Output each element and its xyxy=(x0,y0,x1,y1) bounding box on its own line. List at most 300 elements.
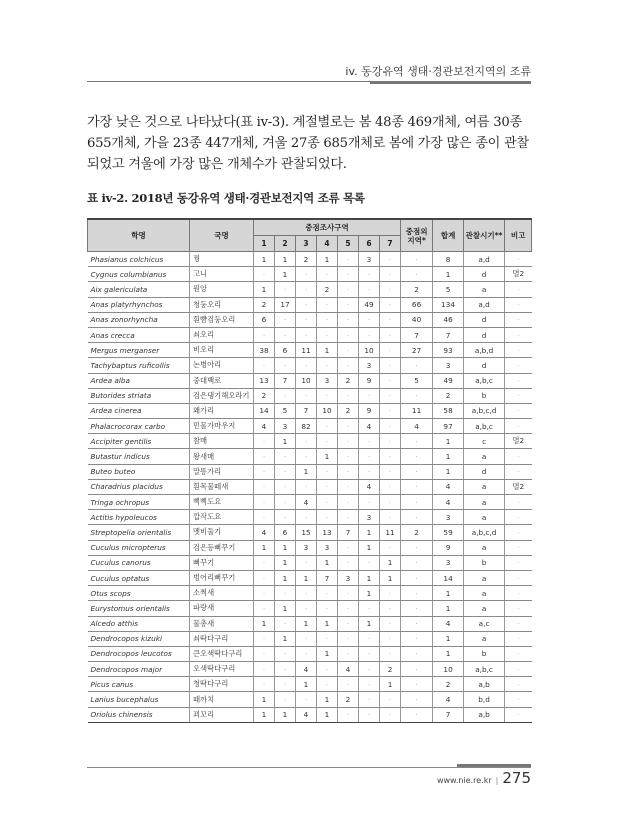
korean-name-cell: 벙어리뻐꾸기 xyxy=(190,570,254,585)
scientific-name-cell: Tachybaptus ruficollis xyxy=(88,358,190,373)
table-cell: · xyxy=(338,419,359,434)
korean-name-cell: 왕새매 xyxy=(190,449,254,464)
table-cell: 4 xyxy=(296,495,317,510)
table-cell: · xyxy=(401,631,433,646)
table-cell: 6 xyxy=(275,343,296,358)
table-cell: 1 xyxy=(275,631,296,646)
table-cell: 1 xyxy=(275,707,296,722)
header-zone-4: 4 xyxy=(317,236,338,252)
table-cell: · xyxy=(380,479,401,494)
table-cell: 1 xyxy=(317,449,338,464)
table-cell: · xyxy=(505,449,532,464)
table-cell: a,d xyxy=(464,252,505,267)
table-cell: 1 xyxy=(296,464,317,479)
table-cell: 4 xyxy=(433,692,464,707)
korean-name-cell: 말똥가리 xyxy=(190,464,254,479)
table-cell: 66 xyxy=(401,297,433,312)
table-cell: a xyxy=(464,540,505,555)
korean-name-cell: 쇠오리 xyxy=(190,327,254,342)
scientific-name-cell: Aix galericulata xyxy=(88,282,190,297)
table-cell: · xyxy=(505,358,532,373)
table-cell: · xyxy=(296,358,317,373)
table-cell: 46 xyxy=(433,312,464,327)
table-cell: 7 xyxy=(433,327,464,342)
korean-name-cell: 왜가리 xyxy=(190,403,254,418)
table-cell: · xyxy=(359,707,380,722)
table-cell: 1 xyxy=(317,616,338,631)
table-row xyxy=(88,677,532,692)
table-cell: 7 xyxy=(317,570,338,585)
scientific-name-cell: Mergus merganser xyxy=(88,343,190,358)
table-row xyxy=(88,434,532,449)
korean-name-cell: 때까치 xyxy=(190,692,254,707)
table-row xyxy=(88,312,532,327)
table-cell: 7 xyxy=(401,327,433,342)
scientific-name-cell: Otus scops xyxy=(88,586,190,601)
table-cell: 6 xyxy=(275,525,296,540)
table-cell: · xyxy=(505,570,532,585)
table-cell: · xyxy=(296,327,317,342)
table-cell: · xyxy=(359,555,380,570)
table-cell: · xyxy=(380,495,401,510)
table-cell: b xyxy=(464,555,505,570)
table-cell: · xyxy=(359,677,380,692)
table-row xyxy=(88,343,532,358)
table-cell: 2 xyxy=(254,388,275,403)
table-cell: 1 xyxy=(433,434,464,449)
table-cell: · xyxy=(380,282,401,297)
scientific-name-cell: Charadrius placidus xyxy=(88,479,190,494)
table-cell: 15 xyxy=(296,525,317,540)
table-cell: · xyxy=(317,327,338,342)
table-cell: · xyxy=(380,707,401,722)
table-cell: 134 xyxy=(433,297,464,312)
table-cell: · xyxy=(296,692,317,707)
table-cell: a xyxy=(464,449,505,464)
table-cell: · xyxy=(505,662,532,677)
korean-name-cell: 논병아리 xyxy=(190,358,254,373)
scientific-name-cell: Butastur indicus xyxy=(88,449,190,464)
table-cell: 4 xyxy=(296,662,317,677)
table-cell: · xyxy=(338,388,359,403)
table-cell: · xyxy=(401,358,433,373)
table-cell: 3 xyxy=(433,358,464,373)
table-cell: 4 xyxy=(433,616,464,631)
header-scientific-name: 학명 xyxy=(88,219,190,252)
table-cell: 8 xyxy=(433,252,464,267)
table-cell: 2 xyxy=(380,662,401,677)
table-cell: 4 xyxy=(359,419,380,434)
table-cell: 38 xyxy=(254,343,275,358)
table-cell: 10 xyxy=(359,343,380,358)
table-cell: 2 xyxy=(254,297,275,312)
table-cell: · xyxy=(380,327,401,342)
table-cell: · xyxy=(338,267,359,282)
table-cell: 4 xyxy=(296,707,317,722)
table-cell: · xyxy=(505,464,532,479)
table-cell: 2 xyxy=(296,252,317,267)
table-cell: · xyxy=(380,373,401,388)
table-cell: 2 xyxy=(433,388,464,403)
table-cell: 13 xyxy=(254,373,275,388)
korean-name-cell: 참매 xyxy=(190,434,254,449)
table-cell: · xyxy=(296,434,317,449)
table-cell: 7 xyxy=(275,373,296,388)
scientific-name-cell: Anas crecca xyxy=(88,327,190,342)
footer xyxy=(437,769,531,787)
table-cell: · xyxy=(275,646,296,661)
table-cell: · xyxy=(275,677,296,692)
table-cell: · xyxy=(254,601,275,616)
table-cell: · xyxy=(296,646,317,661)
table-cell: 2 xyxy=(433,677,464,692)
korean-name-cell: 물총새 xyxy=(190,616,254,631)
table-cell: · xyxy=(380,297,401,312)
table-cell: 4 xyxy=(359,479,380,494)
table-row xyxy=(88,616,532,631)
table-cell: · xyxy=(275,692,296,707)
table-cell: 49 xyxy=(433,373,464,388)
scientific-name-cell: Cuculus optatus xyxy=(88,570,190,585)
table-cell: · xyxy=(380,510,401,525)
table-cell: · xyxy=(505,419,532,434)
table-cell: · xyxy=(254,570,275,585)
table-cell: a xyxy=(464,631,505,646)
table-cell: · xyxy=(296,267,317,282)
table-cell: a xyxy=(464,479,505,494)
table-cell: · xyxy=(505,343,532,358)
table-cell: 82 xyxy=(296,419,317,434)
table-cell: 4 xyxy=(254,419,275,434)
table-cell: · xyxy=(338,449,359,464)
table-cell: · xyxy=(505,707,532,722)
page-number: 275 xyxy=(502,769,531,787)
table-cell: 1 xyxy=(433,586,464,601)
table-cell: · xyxy=(401,434,433,449)
body-paragraph: 가장 낮은 것으로 나타났다(표 iv-3). 계절별로는 봄 48종 469개체, 여름 30종 655개체, 가을 23종 447개체, 겨울 27종 685개체로 봄에 가장 많은 종이 관찰되었고 겨울에 가장 많은 개체수가 관찰되었다. xyxy=(87,115,529,172)
table-row xyxy=(88,570,532,585)
scientific-name-cell: Tringa ochropus xyxy=(88,495,190,510)
table-cell: · xyxy=(380,616,401,631)
header-zone-2: 2 xyxy=(275,236,296,252)
table-cell: · xyxy=(505,646,532,661)
table-cell: · xyxy=(401,646,433,661)
header-zone-6: 6 xyxy=(359,236,380,252)
table-cell: · xyxy=(505,525,532,540)
header-korean-name: 국명 xyxy=(190,219,254,252)
table-cell: · xyxy=(401,570,433,585)
table-cell: 3 xyxy=(433,510,464,525)
table-cell: 7 xyxy=(338,525,359,540)
table-cell: · xyxy=(359,312,380,327)
table-cell: · xyxy=(380,403,401,418)
scientific-name-cell: Ardea alba xyxy=(88,373,190,388)
korean-name-cell: 오색딱다구리 xyxy=(190,662,254,677)
table-row xyxy=(88,646,532,661)
table-cell: · xyxy=(275,327,296,342)
table-cell: 4 xyxy=(254,525,275,540)
table-cell: · xyxy=(338,510,359,525)
table-cell: 1 xyxy=(296,616,317,631)
table-cell: · xyxy=(359,646,380,661)
table-cell: 10 xyxy=(433,662,464,677)
table-cell: · xyxy=(359,662,380,677)
table-cell: 58 xyxy=(433,403,464,418)
scientific-name-cell: Eurystomus orientalis xyxy=(88,601,190,616)
table-cell: · xyxy=(338,646,359,661)
table-cell: 9 xyxy=(433,540,464,555)
table-cell: · xyxy=(338,479,359,494)
table-cell: · xyxy=(275,510,296,525)
scientific-name-cell: Phasianus colchicus xyxy=(88,252,190,267)
scientific-name-cell: Dendrocopos kizuki xyxy=(88,631,190,646)
table-cell: · xyxy=(296,586,317,601)
table-cell: · xyxy=(359,495,380,510)
table-cell: · xyxy=(505,403,532,418)
korean-name-cell: 고니 xyxy=(190,267,254,282)
table-cell: · xyxy=(275,495,296,510)
korean-name-cell: 큰오색딱다구리 xyxy=(190,646,254,661)
table-cell: 1 xyxy=(317,252,338,267)
table-cell: 5 xyxy=(275,403,296,418)
footer-accent-bar xyxy=(457,764,531,767)
table-caption: 표 iv-2. 2018년 동강유역 생태·경관보전지역 조류 목록 xyxy=(87,191,365,205)
table-cell: · xyxy=(505,555,532,570)
table-cell: 1 xyxy=(275,570,296,585)
table-cell: 1 xyxy=(380,555,401,570)
scientific-name-cell: Dendrocopos major xyxy=(88,662,190,677)
table-row xyxy=(88,373,532,388)
table-cell: · xyxy=(380,434,401,449)
table-cell: 멸2 xyxy=(505,267,532,282)
table-cell: 1 xyxy=(433,631,464,646)
table-cell: d xyxy=(464,327,505,342)
korean-name-cell: 청둥오리 xyxy=(190,297,254,312)
table-cell: 9 xyxy=(359,403,380,418)
table-cell: d xyxy=(464,464,505,479)
table-cell: · xyxy=(254,267,275,282)
table-cell: 3 xyxy=(359,252,380,267)
table-cell: a xyxy=(464,570,505,585)
table-cell: · xyxy=(317,631,338,646)
table-cell: · xyxy=(254,555,275,570)
table-cell: · xyxy=(505,282,532,297)
table-row xyxy=(88,327,532,342)
table-cell: · xyxy=(254,677,275,692)
table-cell: 4 xyxy=(401,419,433,434)
table-cell: · xyxy=(505,297,532,312)
table-row xyxy=(88,540,532,555)
table-cell: · xyxy=(380,343,401,358)
table-cell: · xyxy=(338,343,359,358)
table-cell: 2 xyxy=(317,282,338,297)
table-cell: 10 xyxy=(317,403,338,418)
table-cell: · xyxy=(359,692,380,707)
table-cell: 1 xyxy=(275,267,296,282)
table-cell: a xyxy=(464,586,505,601)
table-cell: b xyxy=(464,646,505,661)
table-cell: · xyxy=(505,586,532,601)
table-row xyxy=(88,297,532,312)
scientific-name-cell: Streptopelia orientalis xyxy=(88,525,190,540)
header-survey-zone: 중점조사구역 xyxy=(254,219,401,236)
table-cell: 1 xyxy=(254,707,275,722)
korean-name-cell: 흰목물떼새 xyxy=(190,479,254,494)
scientific-name-cell: Actitis hypoleucos xyxy=(88,510,190,525)
table-cell: 59 xyxy=(433,525,464,540)
table-cell: · xyxy=(317,464,338,479)
table-cell: · xyxy=(338,282,359,297)
table-cell: · xyxy=(338,677,359,692)
table-cell: 14 xyxy=(433,570,464,585)
table-cell: · xyxy=(254,358,275,373)
table-cell: 3 xyxy=(275,419,296,434)
table-row xyxy=(88,495,532,510)
table-cell: · xyxy=(401,692,433,707)
table-cell: a xyxy=(464,282,505,297)
header-outside-zone: 중점외 지역* xyxy=(401,219,433,252)
table-cell: · xyxy=(296,449,317,464)
header-period: 관찰시기** xyxy=(464,219,505,252)
footer-url: www.nie.re.kr xyxy=(436,776,492,785)
table-cell: 1 xyxy=(275,434,296,449)
table-cell: · xyxy=(401,555,433,570)
table-cell: · xyxy=(380,692,401,707)
table-cell: 1 xyxy=(254,540,275,555)
table-cell: 3 xyxy=(317,373,338,388)
table-cell: 1 xyxy=(296,570,317,585)
table-cell: b xyxy=(464,388,505,403)
table-row xyxy=(88,631,532,646)
table-cell: 3 xyxy=(359,358,380,373)
table-cell: · xyxy=(359,631,380,646)
table-cell: 4 xyxy=(433,495,464,510)
table-cell: 1 xyxy=(317,555,338,570)
table-cell: · xyxy=(296,631,317,646)
header-zone-7: 7 xyxy=(380,236,401,252)
table-cell: 2 xyxy=(401,282,433,297)
table-cell: 4 xyxy=(433,479,464,494)
table-cell: · xyxy=(401,267,433,282)
table-cell: 1 xyxy=(317,646,338,661)
table-cell: 17 xyxy=(275,297,296,312)
table-row xyxy=(88,388,532,403)
table-cell: · xyxy=(338,586,359,601)
table-cell: · xyxy=(254,510,275,525)
table-cell: · xyxy=(317,267,338,282)
table-cell: 11 xyxy=(401,403,433,418)
table-cell: 1 xyxy=(359,616,380,631)
table-cell: · xyxy=(401,540,433,555)
korean-name-cell: 비오리 xyxy=(190,343,254,358)
table-cell: 9 xyxy=(359,373,380,388)
table-cell: 4 xyxy=(338,662,359,677)
table-cell: · xyxy=(275,616,296,631)
table-row xyxy=(88,267,532,282)
table-cell: 1 xyxy=(317,707,338,722)
scientific-name-cell: Cygnus columbianus xyxy=(88,267,190,282)
korean-name-cell: 멧비둘기 xyxy=(190,525,254,540)
table-cell: 1 xyxy=(433,449,464,464)
header-zone-1: 1 xyxy=(254,236,275,252)
table-cell: · xyxy=(254,586,275,601)
table-row xyxy=(88,586,532,601)
table-cell: · xyxy=(254,449,275,464)
table-cell: · xyxy=(338,297,359,312)
table-cell: 1 xyxy=(359,570,380,585)
table-cell: 97 xyxy=(433,419,464,434)
table-row xyxy=(88,662,532,677)
table-cell: d xyxy=(464,312,505,327)
table-cell: a xyxy=(464,510,505,525)
table-cell: · xyxy=(380,449,401,464)
table-cell: · xyxy=(505,327,532,342)
table-cell: · xyxy=(505,677,532,692)
table-cell: · xyxy=(275,388,296,403)
header-accent-bar xyxy=(370,81,531,84)
table-cell: 6 xyxy=(254,312,275,327)
table-cell: · xyxy=(317,297,338,312)
table-cell: d xyxy=(464,358,505,373)
header-zone-5: 5 xyxy=(338,236,359,252)
korean-name-cell: 청딱다구리 xyxy=(190,677,254,692)
table-cell: · xyxy=(380,631,401,646)
korean-name-cell: 쇠딱다구리 xyxy=(190,631,254,646)
table-cell: 1 xyxy=(433,601,464,616)
table-cell: · xyxy=(338,601,359,616)
table-cell: · xyxy=(254,464,275,479)
table-cell: 2 xyxy=(338,692,359,707)
table-cell: 7 xyxy=(433,707,464,722)
table-cell: 1 xyxy=(275,601,296,616)
table-cell: 49 xyxy=(359,297,380,312)
table-cell: · xyxy=(359,464,380,479)
table-cell: · xyxy=(380,358,401,373)
table-cell: · xyxy=(401,449,433,464)
table-cell: 1 xyxy=(254,616,275,631)
table-row xyxy=(88,601,532,616)
table-cell: · xyxy=(338,616,359,631)
table-cell: · xyxy=(254,495,275,510)
table-cell: · xyxy=(296,388,317,403)
header-zone-3: 3 xyxy=(296,236,317,252)
table-row xyxy=(88,419,532,434)
korean-name-cell: 흰뺨검둥오리 xyxy=(190,312,254,327)
korean-name-cell: 소쩍새 xyxy=(190,586,254,601)
table-cell: · xyxy=(380,586,401,601)
korean-name-cell: 중대백로 xyxy=(190,373,254,388)
table-cell: 1 xyxy=(433,464,464,479)
table-cell: 1 xyxy=(359,586,380,601)
bird-species-table xyxy=(87,218,532,723)
table-row xyxy=(88,449,532,464)
table-cell: 1 xyxy=(433,267,464,282)
table-cell: · xyxy=(338,252,359,267)
table-cell: 멸2 xyxy=(505,479,532,494)
korean-name-cell: 깝작도요 xyxy=(190,510,254,525)
table-cell: · xyxy=(338,327,359,342)
table-cell: 7 xyxy=(296,403,317,418)
table-cell: 1 xyxy=(275,540,296,555)
table-cell: · xyxy=(275,449,296,464)
table-cell: · xyxy=(275,312,296,327)
table-cell: · xyxy=(296,555,317,570)
table-cell: · xyxy=(380,646,401,661)
table-cell: · xyxy=(380,464,401,479)
table-cell: · xyxy=(401,616,433,631)
table-cell: · xyxy=(275,662,296,677)
table-cell: · xyxy=(254,479,275,494)
